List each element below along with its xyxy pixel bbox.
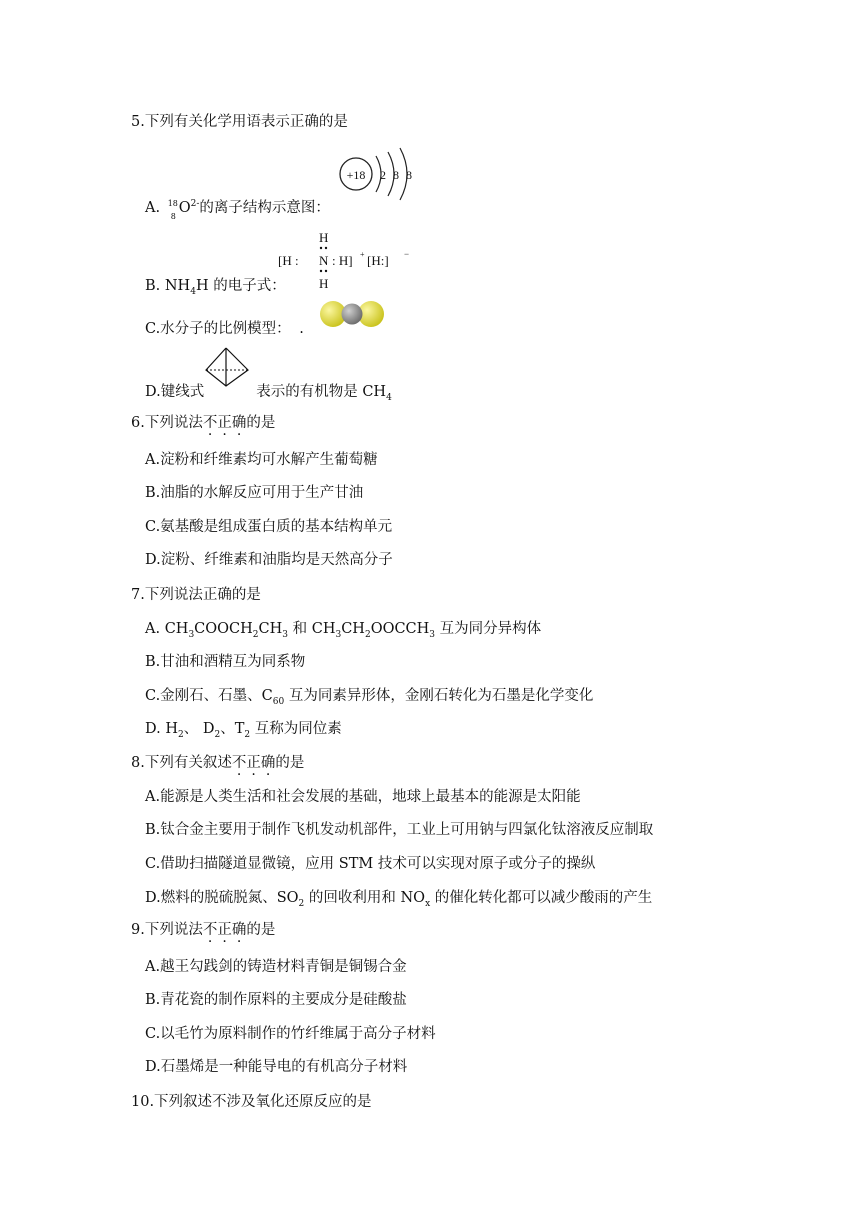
shell-3-count: 8 xyxy=(406,168,412,182)
q5-option-d xyxy=(145,382,392,402)
q6-stem-b: 的是 xyxy=(246,415,276,431)
q9-emph-1: 不 xyxy=(202,922,218,938)
q9-stem-b: 的是 xyxy=(246,922,276,938)
option-d-sub: 4 xyxy=(386,392,392,403)
q8-stem-b: 的是 xyxy=(275,755,305,771)
q6-stem xyxy=(131,413,275,433)
option-d-text: 表示的有机物是 CH xyxy=(256,384,387,400)
q9-option-c: C.以毛竹为原料制作的竹纤维属于高分子材料 xyxy=(145,1026,436,1042)
q7-option-b: B.甘油和酒精互为同系物 xyxy=(145,654,306,670)
space-filling-model xyxy=(316,298,388,330)
q7-option-d: D. $H_2$、 $D_2$、$T_2$ 互称为同位素 xyxy=(145,721,342,740)
formula-left: [H : xyxy=(278,253,299,268)
ion-charge: 2- xyxy=(190,199,200,210)
element-symbol: O xyxy=(178,200,191,216)
q9-option-b: B.青花瓷的制作原料的主要成分是硅酸盐 xyxy=(145,992,407,1008)
q6-option-d: D.淀粉、纤维素和油脂均是天然高分子 xyxy=(145,552,393,568)
q7-option-a: A. $CH_3COOCH_2CH_3$ 和 $CH_3CH_2OOCCH_3$ 互为同分异构体 xyxy=(145,621,542,640)
shell-2-count: 8 xyxy=(393,168,399,182)
electron-formula-diagram xyxy=(276,228,421,290)
option-a-label: A. xyxy=(145,200,161,216)
q7-option-c: C.金刚石、石墨、$C_{60}$ 互为同素异形体，金刚石转化为石墨是化学变化 xyxy=(145,688,594,707)
nucleus-charge: +18 xyxy=(346,168,366,182)
q5-option-a xyxy=(145,198,330,221)
carbon-atom xyxy=(342,304,363,325)
shell-1-count: 2 xyxy=(380,168,386,182)
q9-option-a: A.越王勾践剑的铸造材料青铜是铜锡合金 xyxy=(145,959,407,975)
q6-emph-1: 不 xyxy=(202,415,218,431)
q8-emph-1: 不 xyxy=(231,755,247,771)
q9-emph-3: 确 xyxy=(231,922,247,938)
q5-option-b xyxy=(145,276,286,296)
formula-right: : H] xyxy=(332,253,353,268)
formula-hydride: [H:] xyxy=(367,253,389,268)
q6-option-b: B.油脂的水解反应可用于生产甘油 xyxy=(145,485,364,501)
formula-plus: + xyxy=(360,250,365,259)
option-b-sub: 4 xyxy=(190,286,196,297)
q10-stem: 10.下列叙述不涉及氧化还原反应的是 xyxy=(131,1094,372,1110)
formula-minus: − xyxy=(404,249,410,259)
q6-emph-2: 正 xyxy=(217,415,232,431)
q8-stem xyxy=(131,753,304,773)
q5-option-c xyxy=(145,319,304,339)
isotope-notation xyxy=(165,198,179,221)
option-b-prefix: B. NH xyxy=(145,278,191,294)
q8-option-b: B.钛合金主要用于制作飞机发动机部件，工业上可用钠与四氯化钛溶液反应制取 xyxy=(145,822,654,838)
q8-option-a: A.能源是人类生活和社会发展的基础，地球上最基本的能源是太阳能 xyxy=(145,789,581,805)
q8-emph-3: 确 xyxy=(260,755,276,771)
q8-option-d: D.燃料的脱硫脱氮、$SO_2$ 的回收利用和 $NO_x$ 的催化转化都可以减少酸雨的产生 xyxy=(145,890,653,909)
mass-number: 18 xyxy=(167,199,178,208)
q9-stem xyxy=(131,920,275,940)
ion-structure-diagram xyxy=(336,146,426,206)
atomic-number: 8 xyxy=(170,212,176,221)
option-b-text: H 的电子式： xyxy=(195,278,286,294)
q9-stem-a: 9.下列说法 xyxy=(131,922,203,938)
q5-stem: 5.下列有关化学用语表示正确的是 xyxy=(131,114,348,130)
formula-h-top: H xyxy=(319,230,329,245)
option-d-prefix: D.键线式 xyxy=(145,384,205,400)
q8-stem-a: 8.下列有关叙述 xyxy=(131,755,232,771)
option-c-text: C.水分子的比例模型： xyxy=(145,321,291,337)
q9-emph-2: 正 xyxy=(217,922,232,938)
q6-emph-3: 确 xyxy=(231,415,247,431)
formula-h-bottom: H xyxy=(319,276,329,290)
option-c-dot: . xyxy=(299,321,304,337)
q8-emph-2: 正 xyxy=(246,755,261,771)
q9-option-d: D.石墨烯是一种能导电的有机高分子材料 xyxy=(145,1059,408,1075)
q6-stem-a: 6.下列说法 xyxy=(131,415,203,431)
option-a-text: 的离子结构示意图： xyxy=(199,200,330,216)
q6-option-a: A.淀粉和纤维素均可水解产生葡萄糖 xyxy=(145,452,378,468)
formula-n: N xyxy=(319,253,329,268)
q8-option-c: C.借助扫描隧道显微镜，应用 STM 技术可以实现对原子或分子的操纵 xyxy=(145,856,596,872)
q7-stem: 7.下列说法正确的是 xyxy=(131,587,261,603)
q6-option-c: C.氨基酸是组成蛋白质的基本结构单元 xyxy=(145,519,393,535)
